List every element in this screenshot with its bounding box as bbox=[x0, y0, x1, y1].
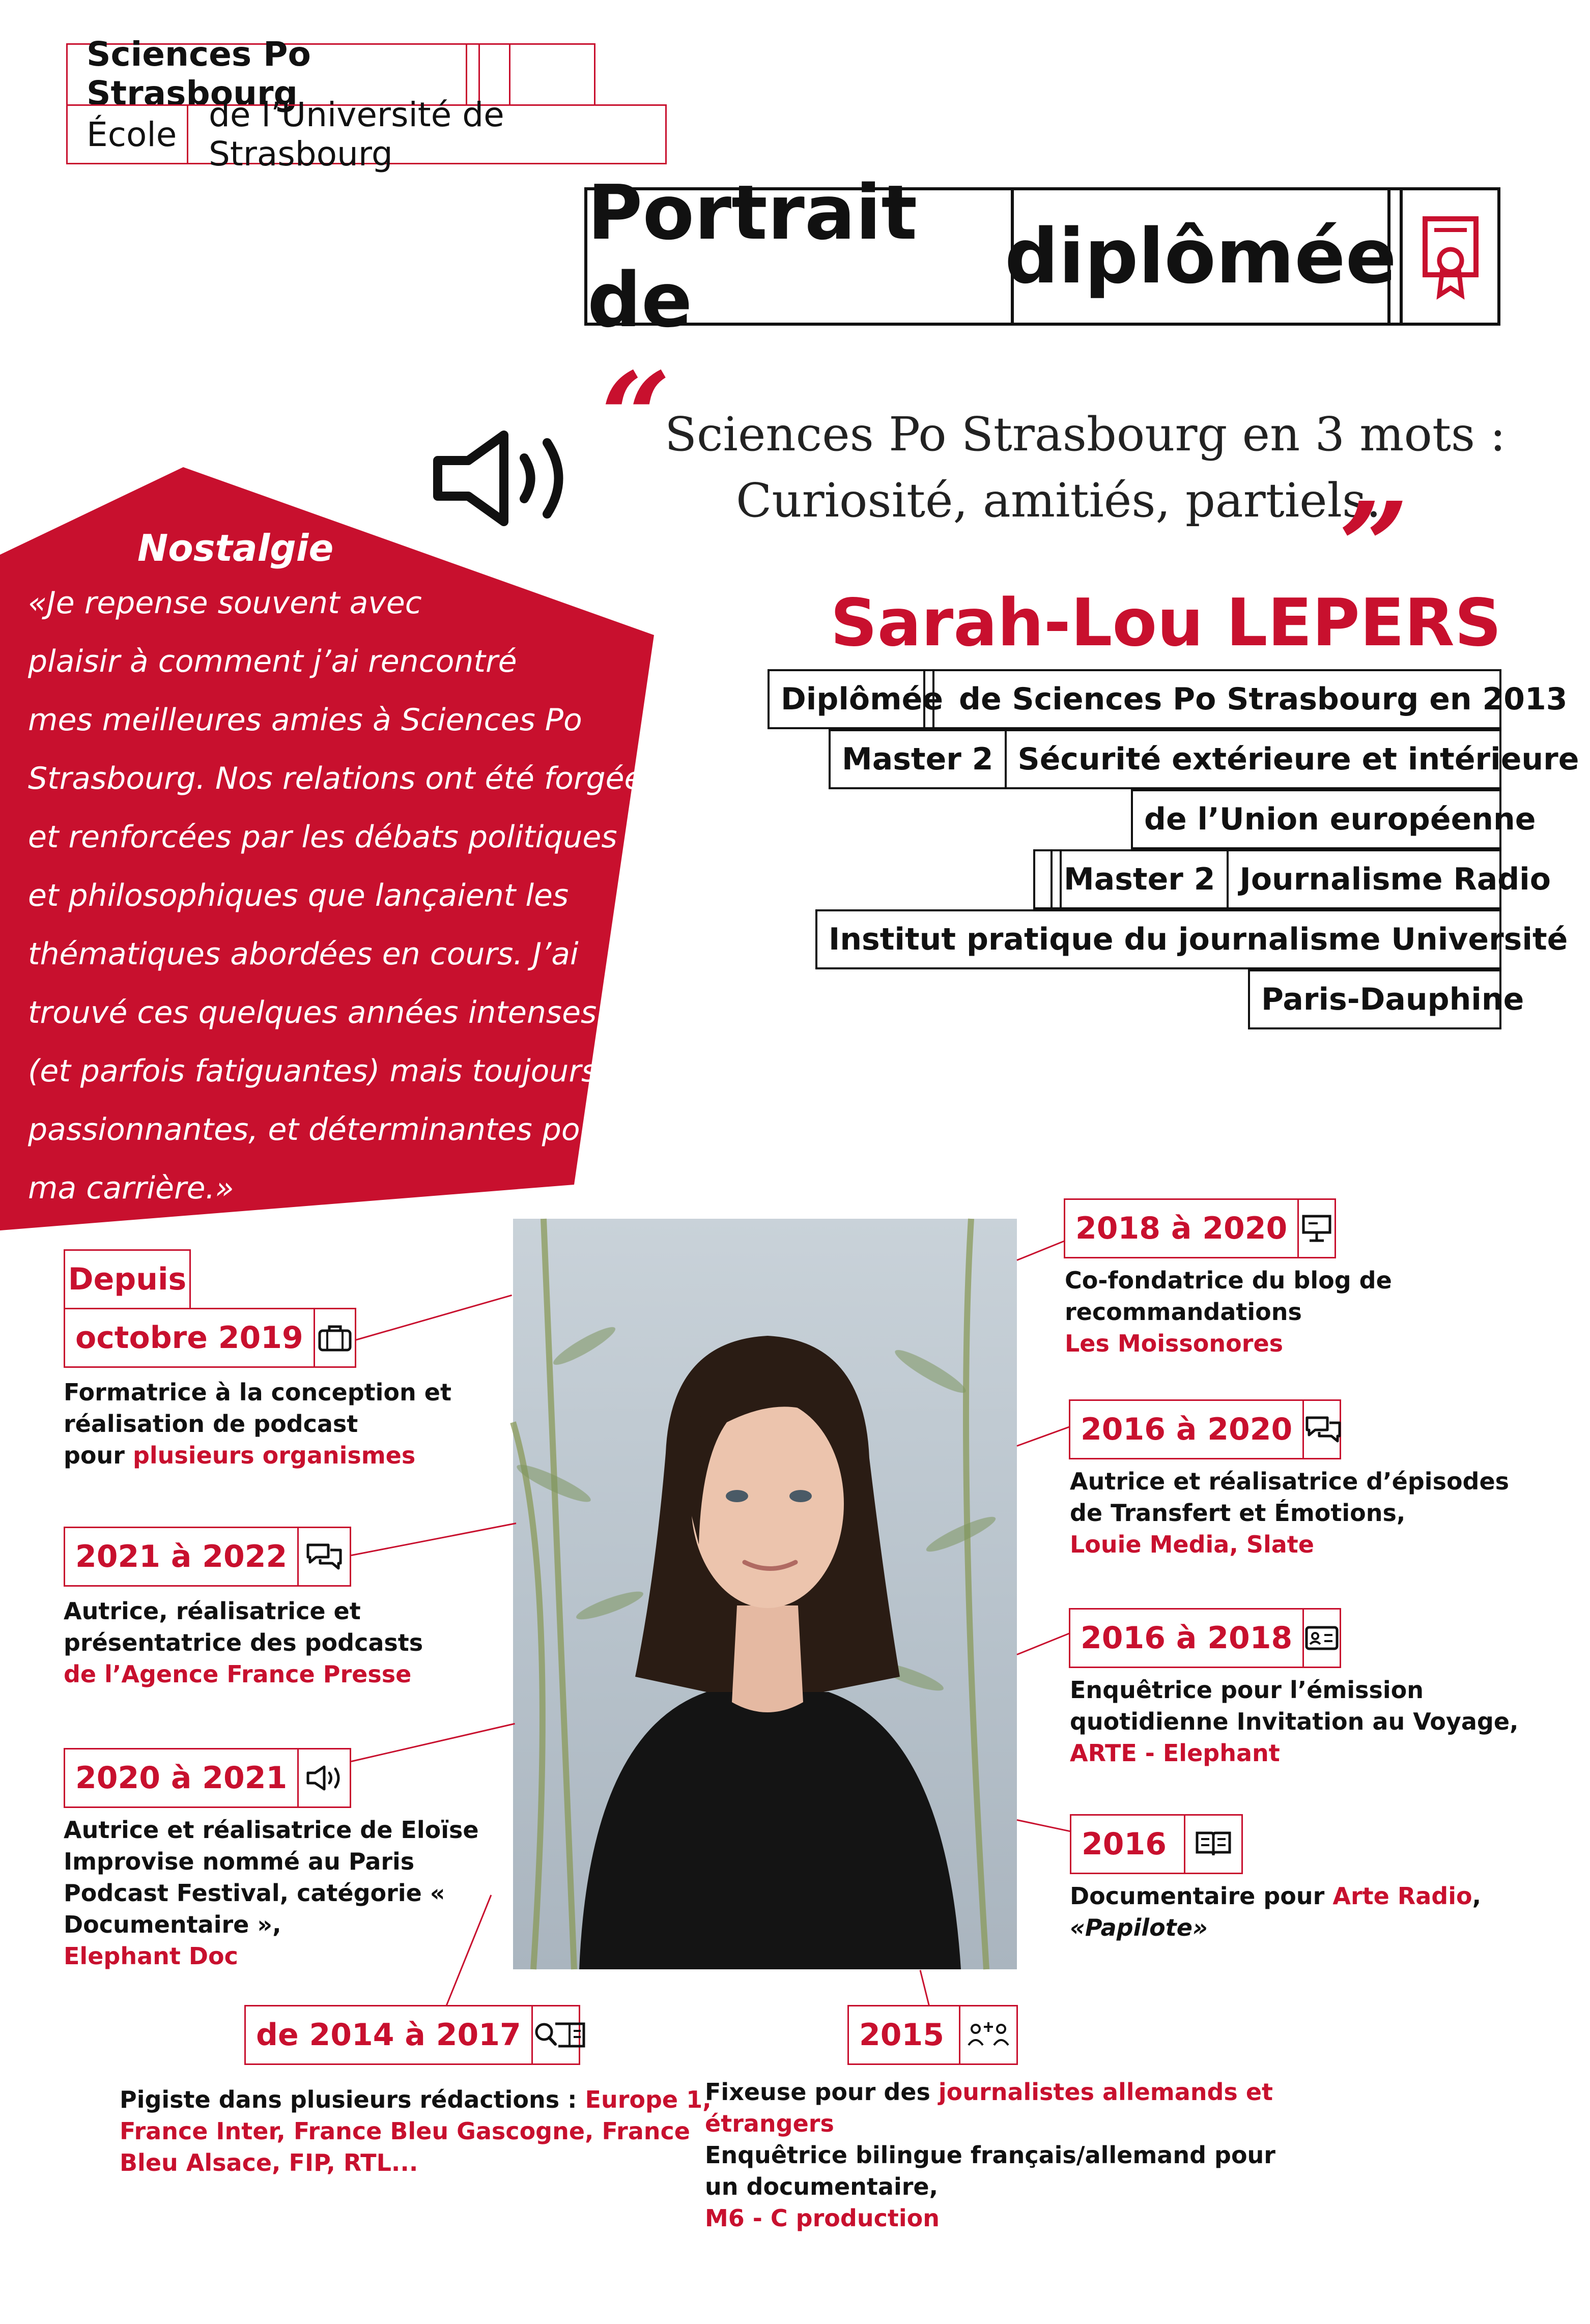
degree-row: Master 2 Journalisme Radio bbox=[1033, 849, 1501, 909]
quote-open-mark: “ bbox=[601, 346, 671, 489]
portrait-photo bbox=[513, 1219, 1017, 1969]
timeline-label-depuis: Depuis bbox=[64, 1249, 191, 1309]
timeline-entry-2016-2020: 2016 à 2020 bbox=[1069, 1399, 1341, 1459]
quote-line-1: Sciences Po Strasbourg en 3 mots : bbox=[665, 407, 1506, 462]
search-book-icon bbox=[533, 2006, 589, 2063]
degree-row: Institut pratique du journalisme Université bbox=[815, 909, 1501, 969]
nostalgie-title: Nostalgie bbox=[137, 527, 334, 569]
timeline-entry-2016-2018: 2016 à 2018 bbox=[1069, 1608, 1341, 1668]
timeline-desc-2021-2022: Autrice, réalisatrice et présentatrice des podcasts de l’Agence France Presse bbox=[64, 1597, 423, 1688]
universite-label: de l’Université de Strasbourg bbox=[209, 95, 504, 174]
degree-row: Diplômée de Sciences Po Strasbourg en 2013 bbox=[768, 669, 1501, 729]
graduate-name: Sarah-Lou LEPERS bbox=[830, 585, 1501, 661]
speech-bubbles-icon bbox=[299, 1528, 350, 1585]
id-card-icon bbox=[1304, 1610, 1340, 1667]
ecole-label: École bbox=[87, 114, 177, 154]
timeline-desc-2016-2018: Enquêtrice pour l’émission quotidienne Invitation au Voyage, ARTE - Elephant bbox=[1070, 1676, 1519, 1767]
school-name: Sciences Po Strasbourg bbox=[87, 35, 311, 113]
quote-close-mark: ” bbox=[1339, 475, 1409, 619]
timeline-desc-2014-2017: Pigiste dans plusieurs rédactions : Europe 1, France Inter, France Bleu Gascogne, France Bleu Alsace, FIP, RTL... bbox=[120, 2086, 712, 2176]
speech-bubbles-icon bbox=[1304, 1401, 1343, 1458]
presentation-icon bbox=[1299, 1200, 1335, 1257]
speaker-small-icon bbox=[299, 1749, 350, 1806]
timeline-entry-2018-2020: 2018 à 2020 bbox=[1064, 1198, 1336, 1258]
briefcase-icon bbox=[315, 1309, 355, 1366]
timeline-desc-2019: Formatrice à la conception et réalisation de podcast pour plusieurs organismes bbox=[64, 1379, 451, 1469]
title-diplomee: diplômée bbox=[1005, 213, 1397, 300]
people-icon bbox=[960, 2006, 1016, 2063]
timeline-entry-2015: 2015 bbox=[847, 2005, 1018, 2065]
timeline-desc-2016-2020: Autrice et réalisatrice d’épisodes de Transfert et Émotions, Louie Media, Slate bbox=[1070, 1468, 1510, 1558]
timeline-entry-2019: octobre 2019 bbox=[64, 1308, 356, 1368]
timeline-desc-2018-2020: Co-fondatrice du blog de recommandations Les Moissonores bbox=[1065, 1267, 1392, 1357]
quote-line-2: Curiosité, amitiés, partiels. bbox=[736, 473, 1381, 528]
degree-row: Master 2 Sécurité extérieure et intérieure bbox=[829, 729, 1501, 789]
open-book-icon bbox=[1185, 1816, 1241, 1873]
timeline-desc-2016: Documentaire pour Arte Radio, «Papilote» bbox=[1070, 1882, 1482, 1941]
title-portrait: Portrait de bbox=[587, 169, 918, 344]
degree-row: de l’Union européenne bbox=[1131, 789, 1501, 849]
degree-row: Paris-Dauphine bbox=[1248, 969, 1501, 1029]
timeline-entry-2014-2017: de 2014 à 2017 bbox=[244, 2005, 580, 2065]
diploma-icon bbox=[1420, 214, 1481, 300]
timeline-desc-2020-2021: Autrice et réalisatrice de Eloïse Improvise nommé au Paris Podcast Festival, catégorie « Documentaire », Elephant Doc bbox=[64, 1816, 479, 1970]
timeline-entry-2020-2021: 2020 à 2021 bbox=[64, 1748, 351, 1808]
timeline-desc-2015: Fixeuse pour des journalistes allemands et étrangers Enquêtrice bilingue français/allemand pour un documentaire, M6 - C production bbox=[705, 2078, 1275, 2232]
timeline-entry-2021-2022: 2021 à 2022 bbox=[64, 1527, 351, 1587]
timeline-entry-2016: 2016 bbox=[1070, 1814, 1243, 1874]
